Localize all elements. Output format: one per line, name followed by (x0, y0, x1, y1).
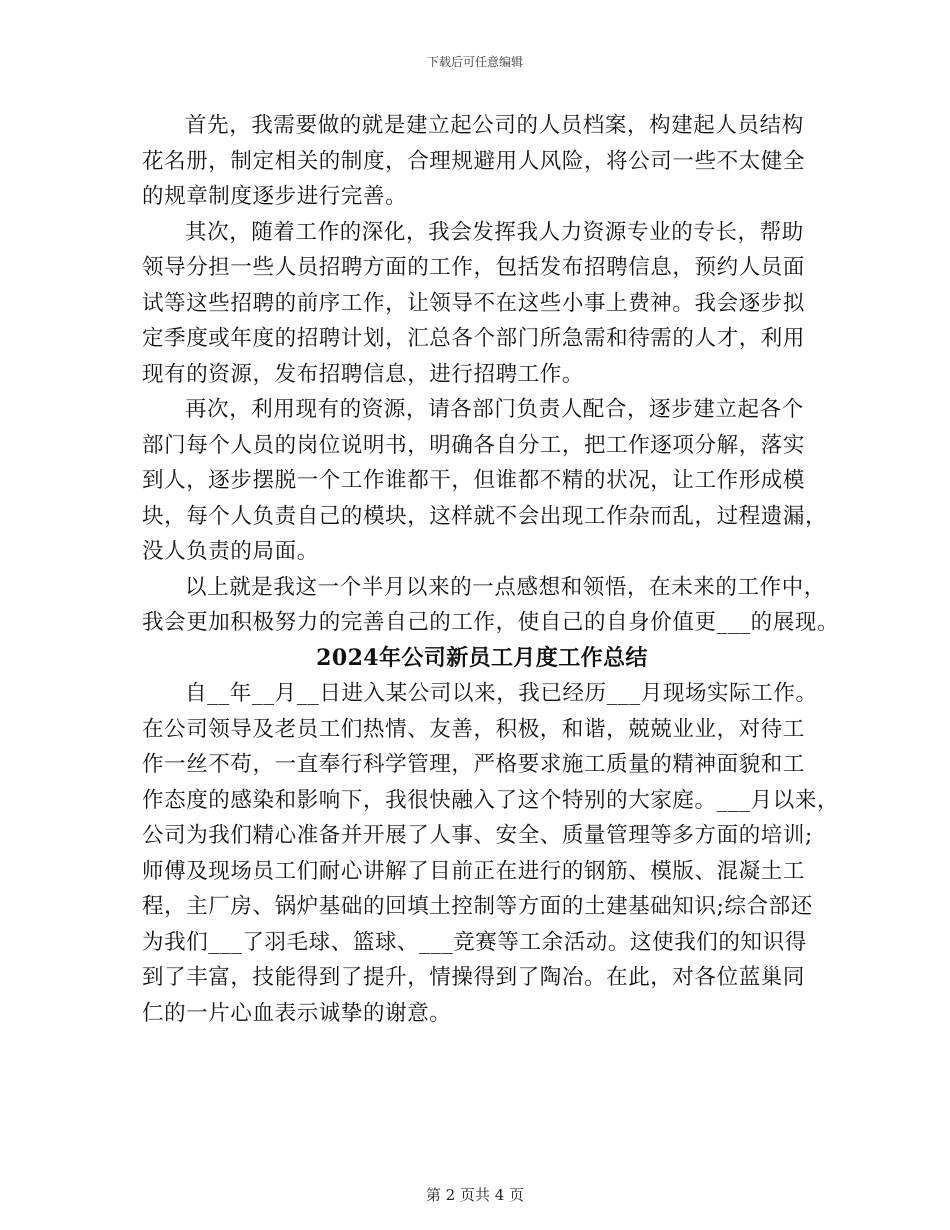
paragraph-line: 块，每个人负责自己的模块，这样就不会出现工作杂而乱，过程遗漏， (142, 503, 828, 529)
paragraph-line: 以上就是我这一个半月以来的一点感想和领悟，在未来的工作中， (185, 574, 826, 600)
paragraph-line: 其次，随着工作的深化，我会发挥我人力资源专业的专长，帮助 (185, 219, 804, 245)
paragraph-line: 师傅及现场员工们耐心讲解了目前正在进行的钢筋、模版、混凝土工 (142, 858, 806, 884)
paragraph-line: 试等这些招聘的前序工作，让领导不在这些小事上费神。我会逐步拟 (142, 290, 806, 316)
paragraph-line: 花名册，制定相关的制度，合理规避用人风险，将公司一些不太健全 (142, 148, 806, 174)
paragraph-line: 公司为我们精心准备并开展了人事、安全、质量管理等多方面的培训; (142, 823, 813, 848)
page-header: 下载后可任意编辑 (426, 55, 523, 69)
paragraph-line: 定季度或年度的招聘计划，汇总各个部门所急需和待需的人才，利用 (142, 326, 806, 351)
document-body (142, 108, 840, 1031)
paragraph-line: 到了丰富，技能得到了提升，情操得到了陶冶。在此，对各位蓝巢同 (142, 965, 806, 990)
paragraph-line: 再次，利用现有的资源，请各部门负责人配合，逐步建立起各个 (185, 397, 804, 422)
paragraph-line: 的规章制度逐步进行完善。 (142, 184, 408, 209)
paragraph-line: 在公司领导及老员工们热情、友善，积极，和谐，兢兢业业，对待工 (142, 716, 806, 742)
paragraph-line: 我会更加积极努力的完善自己的工作，使自己的自身价值更___的展现。 (142, 610, 840, 635)
paragraph-line: 为我们___了羽毛球、篮球、___竞赛等工余活动。这使我们的知识得 (142, 929, 807, 955)
paragraph-line: 部门每个人员的岗位说明书，明确各自分工，把工作逐项分解，落实 (142, 432, 806, 458)
paragraph-line: 仁的一片心血表示诚挚的谢意。 (142, 1000, 452, 1026)
paragraph-line: 首先，我需要做的就是建立起公司的人员档案，构建起人员结构 (185, 113, 804, 138)
paragraph-line: 没人负责的局面。 (142, 539, 319, 564)
paragraph-line: 程，主厂房、锅炉基础的回填土控制等方面的土建基础知识;综合部还 (142, 894, 813, 919)
section-title: 2024年公司新员工月度工作总结 (316, 644, 648, 671)
paragraph-line: 领导分担一些人员招聘方面的工作，包括发布招聘信息，预约人员面 (142, 255, 806, 280)
paragraph-line: 自__年__月__日进入某公司以来，我已经历___月现场实际工作。 (185, 681, 818, 706)
paragraph-line: 作一丝不苟，一直奉行科学管理，严格要求施工质量的精神面貌和工 (142, 752, 806, 777)
paragraph-line: 作态度的感染和影响下，我很快融入了这个特别的大家庭。___月以来， (142, 787, 840, 813)
page-footer: 第 2 页共 4 页 (425, 1186, 525, 1204)
paragraph-line: 现有的资源，发布招聘信息，进行招聘工作。 (142, 361, 585, 387)
paragraph-line: 到人，逐步摆脱一个工作谁都干，但谁都不精的状况，让工作形成模 (142, 468, 806, 493)
